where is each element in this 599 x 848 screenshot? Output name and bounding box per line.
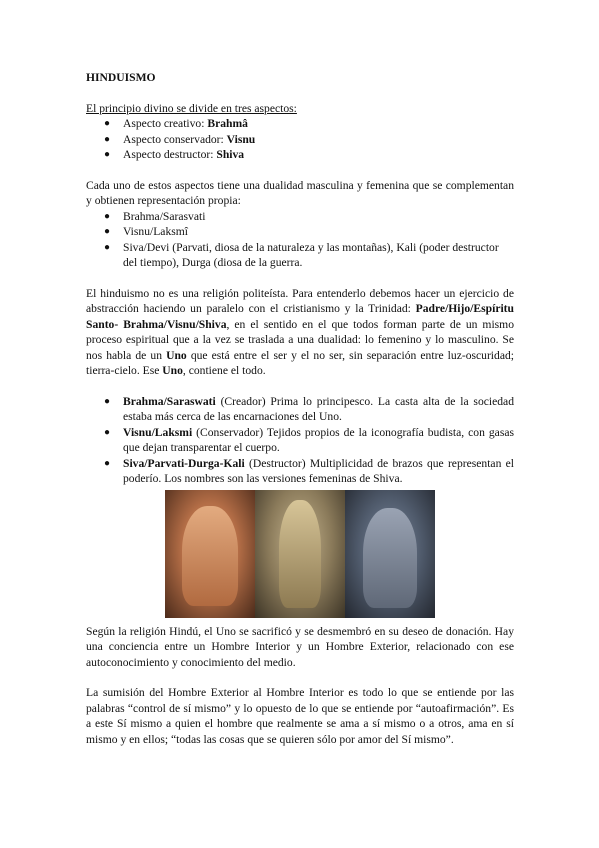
list-item [86,240,514,271]
list-item [86,456,514,487]
bullet-icon: ● [104,210,111,222]
pairs-list [86,209,514,271]
bullet-icon: ● [104,149,111,160]
duality-paragraph: Cada uno de estos aspectos tiene una dualidad masculina y femenina que se complementan y obtienen representación propia: [86,178,514,207]
aspect-label: Aspecto destructor: [123,148,217,161]
aspect-name: Brahmâ [207,117,248,130]
brahma-statue-image [165,490,255,618]
uno-bold: Uno [166,348,187,362]
deity-text: (Conservador) Tejidos propios de la iconografía budista, con gasas que dejan transparentar el cuerpo. [123,425,514,454]
document-title: HINDUISMO [86,71,156,84]
text-run: , en el sentido en el que todos forman parte de un mismo proceso espiritual que a la vez se traslada a una dualidad: lo femenino y lo masculino. Se nos habla de un [86,317,515,362]
bullet-icon: ● [104,426,111,438]
intro-heading: El principio divino se divide en tres aspectos: [86,101,297,115]
bullet-icon: ● [104,241,111,253]
deities-list [86,394,514,487]
trinity-bold: Padre/Hijo/Espíritu Santo- Brahma/Visnu/Shiva [86,302,514,331]
deity-name: Visnu/Laksmi [123,425,193,439]
text-run: que está entre el ser y el no ser, sin separación entre luz-oscuridad; tierra-cielo. Ese [86,348,514,377]
bullet-icon: ● [104,457,111,469]
bullet-icon: ● [104,118,111,129]
aspect-name: Visnu [226,132,256,146]
self-paragraph: La sumisión del Hombre Exterior al Hombre Interior es todo lo que se entiende por las palabras “control de sí mismo” y lo opuesto de lo que se entiende por “autoafirmación”. Es a este Sí mismo a quien el hombre que realmente se ama a sí mismo o a otros, ama en sí mismo y en ellos; “todas las cosas que se quieren sólo por amor del Sí mismo”. [86,686,514,746]
bullet-icon: ● [104,395,111,407]
sacrifice-paragraph: Según la religión Hindú, el Uno se sacrificó y se desmembró en su deseo de donación. Hay una conciencia entre un Hombre Interior y un Hombre Exterior, relacionado con ese autoconocimiento y conocimiento del medio. [86,624,514,669]
siva-statue-image [345,490,435,618]
text-run: , contiene el todo. [182,364,266,377]
pair-text: Brahma/Sarasvati [123,209,206,223]
deity-name: Brahma/Saraswati [123,394,216,408]
aspect-label: Aspecto creativo: [123,117,208,130]
list-item [86,209,514,225]
statue-images [86,490,514,618]
list-item [86,116,514,132]
document-content [86,70,514,747]
pair-text: Visnu/Laksmî [123,225,188,238]
deity-text: (Creador) Prima lo principesco. La casta alta de la sociedad estaba más cerca de las encarnaciones del Uno. [123,394,514,423]
bullet-icon: ● [104,133,111,145]
pair-text: Siva/Devi (Parvati, diosa de la naturaleza y las montañas), Kali (poder destructor del tiempo), Durga (diosa de la guerra. [123,240,499,269]
text-run: El hinduismo no es una religión politeísta. Para entenderlo debemos hacer un ejercicio de abstracción haciendo un paralelo con el cristianismo y la Trinidad: [86,286,514,315]
deity-text: (Destructor) Multiplicidad de brazos que representan el poderío. Los nombres son las versiones femeninas de Shiva. [123,456,514,485]
deity-name: Siva/Parvati-Durga-Kali [123,456,245,470]
aspect-name: Shiva [216,148,245,161]
aspects-list [86,116,514,163]
list-item [86,425,514,456]
list-item [86,147,514,163]
uno-bold: Uno [162,364,183,377]
list-item [86,224,514,240]
trinity-paragraph [86,286,514,379]
list-item [86,394,514,425]
aspect-label: Aspecto conservador: [123,132,227,146]
bullet-icon: ● [104,226,111,237]
list-item [86,132,514,148]
visnu-statue-image [255,490,345,618]
